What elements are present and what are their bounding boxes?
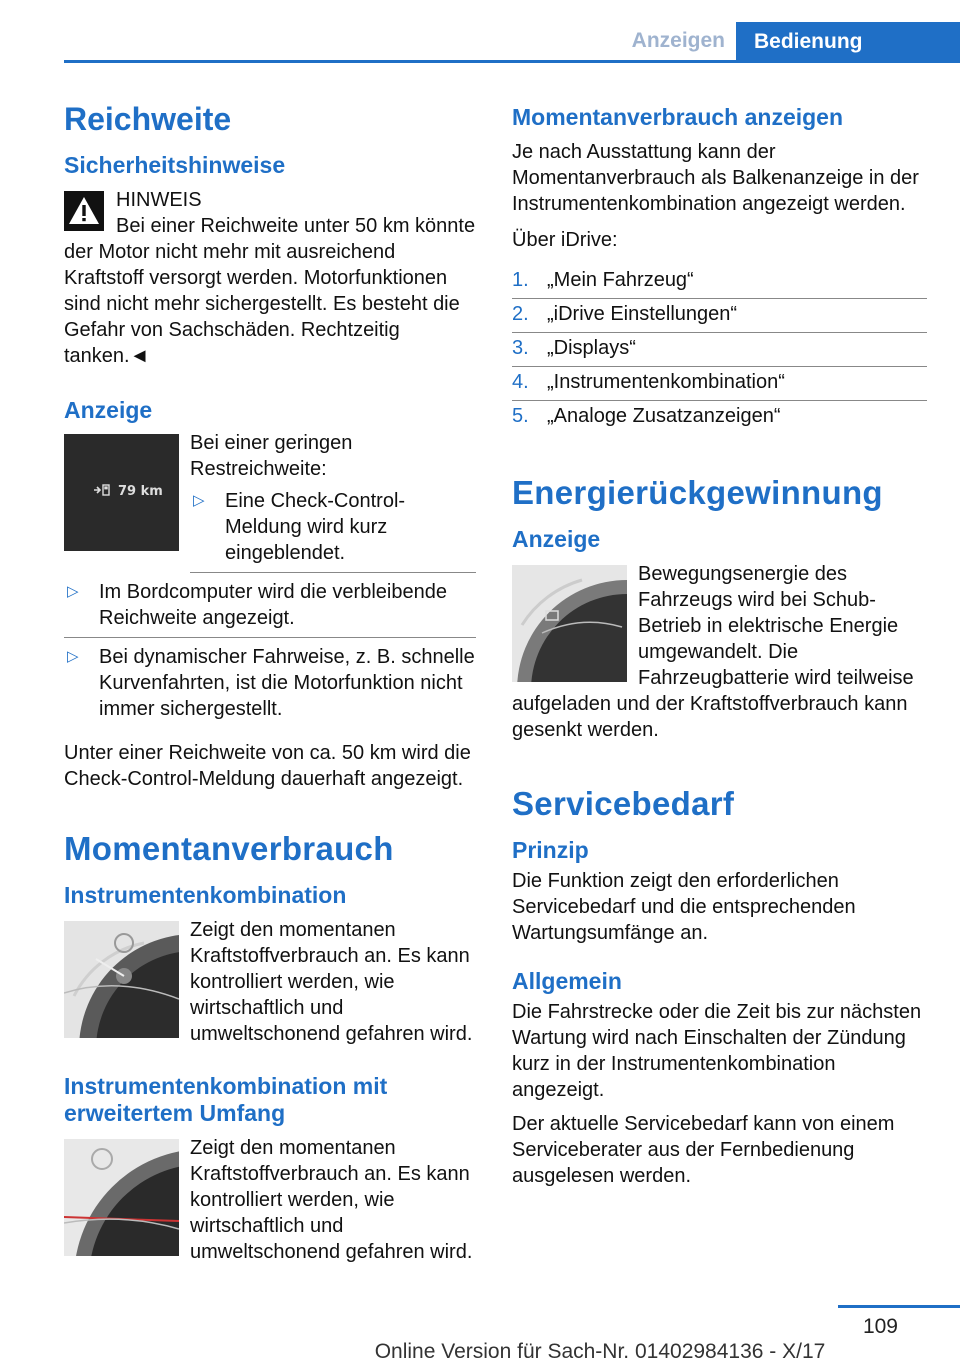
step-text: „Instrumentenkombination“	[547, 371, 785, 393]
step-text: „Displays“	[547, 337, 636, 359]
hinweis-text: Bei einer Reichweite unter 50 km könnte der Motor nicht mehr mit ausreichend Kraftstoff versorgt werden. Motorfunktionen sind nicht mehr sichergestellt. Es besteht die Gefahr von Sachschäden. Rechtzeitig tanken.◄	[64, 215, 476, 367]
step-number: 4.	[512, 371, 529, 393]
idrive-steps	[512, 267, 927, 434]
footer-rule	[838, 1305, 960, 1308]
header-tab-anzeigen[interactable]: Anzeigen	[631, 29, 725, 52]
prinzip-text: Die Funktion zeigt den erforderlichen Servicebedarf und die entsprechenden Wartungsumfänge an.	[512, 870, 856, 944]
allgemein-text-1: Die Fahrstrecke oder die Zeit bis zur nächsten Wartung wird nach Einschalten der Zündung kurz in der Instrumentenkombination angezeigt.	[512, 1001, 922, 1101]
allgemein-text-2: Der aktuelle Servicebedarf kann von einem Serviceberater aus der Fernbedienung ausgelesen werden.	[512, 1113, 895, 1187]
step-text: „iDrive Einstellungen“	[547, 303, 738, 325]
instrument-cluster-extended-image	[64, 1139, 179, 1256]
list-item	[512, 301, 927, 333]
header-rule	[64, 60, 960, 63]
step-number: 5.	[512, 405, 529, 427]
heading-allgemein: Allgemein	[512, 968, 622, 994]
header-tab-bedienung[interactable]: Bedienung	[736, 22, 960, 62]
heading-anzeige-energie: Anzeige	[512, 526, 601, 552]
step-number: 2.	[512, 303, 529, 325]
fuel-pump-icon	[94, 484, 112, 496]
step-text: „Mein Fahrzeug“	[547, 269, 694, 291]
idrive-label: Über iDrive:	[512, 229, 618, 251]
range-readout-text: 79 km	[118, 484, 163, 499]
heading-anzeige: Anzeige	[64, 397, 153, 423]
step-number: 1.	[512, 269, 529, 291]
range-display-readout	[94, 484, 163, 499]
step-number: 3.	[512, 337, 529, 359]
efficient-dynamics-image	[512, 565, 627, 682]
anzeige-intro: Bei einer geringen Restreichweite:	[190, 432, 353, 480]
heading-prinzip: Prinzip	[512, 837, 589, 863]
list-item	[512, 335, 927, 367]
warning-icon	[64, 191, 104, 231]
list-item: ▷ Eine Check-Control-Meldung wird kurz eingeblendet.	[190, 488, 476, 573]
instrument-text: Zeigt den momentanen Kraftstoffverbrauch an. Es kann kontrolliert werden, wie wirtschaftlich und umweltschonend gefahren wird.	[190, 919, 473, 1045]
left-column	[64, 100, 476, 1265]
step-text: „Analoge Zusatzanzeigen“	[547, 405, 781, 427]
heading-servicebedarf: Servicebedarf	[512, 785, 735, 822]
heading-instrumentenkombination: Instrumentenkombination	[64, 882, 347, 908]
instrument-erweitert-text: Zeigt den momentanen Kraftstoffverbrauch an. Es kann kontrolliert werden, wie wirtschaftlich und umweltschonend gefahren wird.	[190, 1137, 473, 1263]
heading-sicherheitshinweise: Sicherheitshinweise	[64, 152, 286, 178]
heading-momentanverbrauch-anzeigen: Momentanverbrauch anzeigen	[512, 104, 844, 130]
heading-reichweite: Reichweite	[64, 101, 232, 137]
hinweis-label: HINWEIS	[116, 189, 202, 211]
reichweite-note: Unter einer Reichweite von ca. 50 km wird die Check-Control-Meldung dauerhaft angezeigt.	[64, 742, 471, 790]
heading-instrumentenkombination-erweitert: Instrumentenkombination mit erweitertem Umfang	[64, 1073, 388, 1126]
list-item	[512, 403, 927, 434]
footer-online-version: Online Version für Sach-Nr. 01402984136 - X/17	[374, 1340, 826, 1363]
list-item: ▷ Im Bordcomputer wird die verbleibende Reichweite angezeigt.	[64, 579, 476, 638]
instrument-cluster-image	[64, 921, 179, 1038]
list-item	[512, 267, 927, 299]
list-item: ▷ Bei dynamischer Fahrweise, z. B. schnelle Kurvenfahrten, ist die Motorfunktion nicht immer sichergestellt.	[64, 644, 476, 728]
range-display-image	[64, 434, 179, 551]
hinweis-block	[64, 187, 476, 369]
heading-momentanverbrauch: Momentanverbrauch	[64, 830, 394, 867]
page-number: 109	[862, 1315, 898, 1338]
list-item	[512, 369, 927, 401]
momentan-text: Je nach Ausstattung kann der Momentanverbrauch als Balkenanzeige in der Instrumentenkombination angezeigt werden.	[512, 141, 919, 215]
energie-text: Bewegungsenergie des Fahrzeugs wird bei Schub-Betrieb in elektrische Energie umgewandelt. Die Fahrzeugbatterie wird teilweise aufgeladen und der Kraftstoffverbrauch kann gesenkt werden.	[512, 563, 914, 741]
right-column	[512, 100, 927, 1189]
heading-energierueckgewinnung: Energierückgewinnung	[512, 474, 883, 511]
